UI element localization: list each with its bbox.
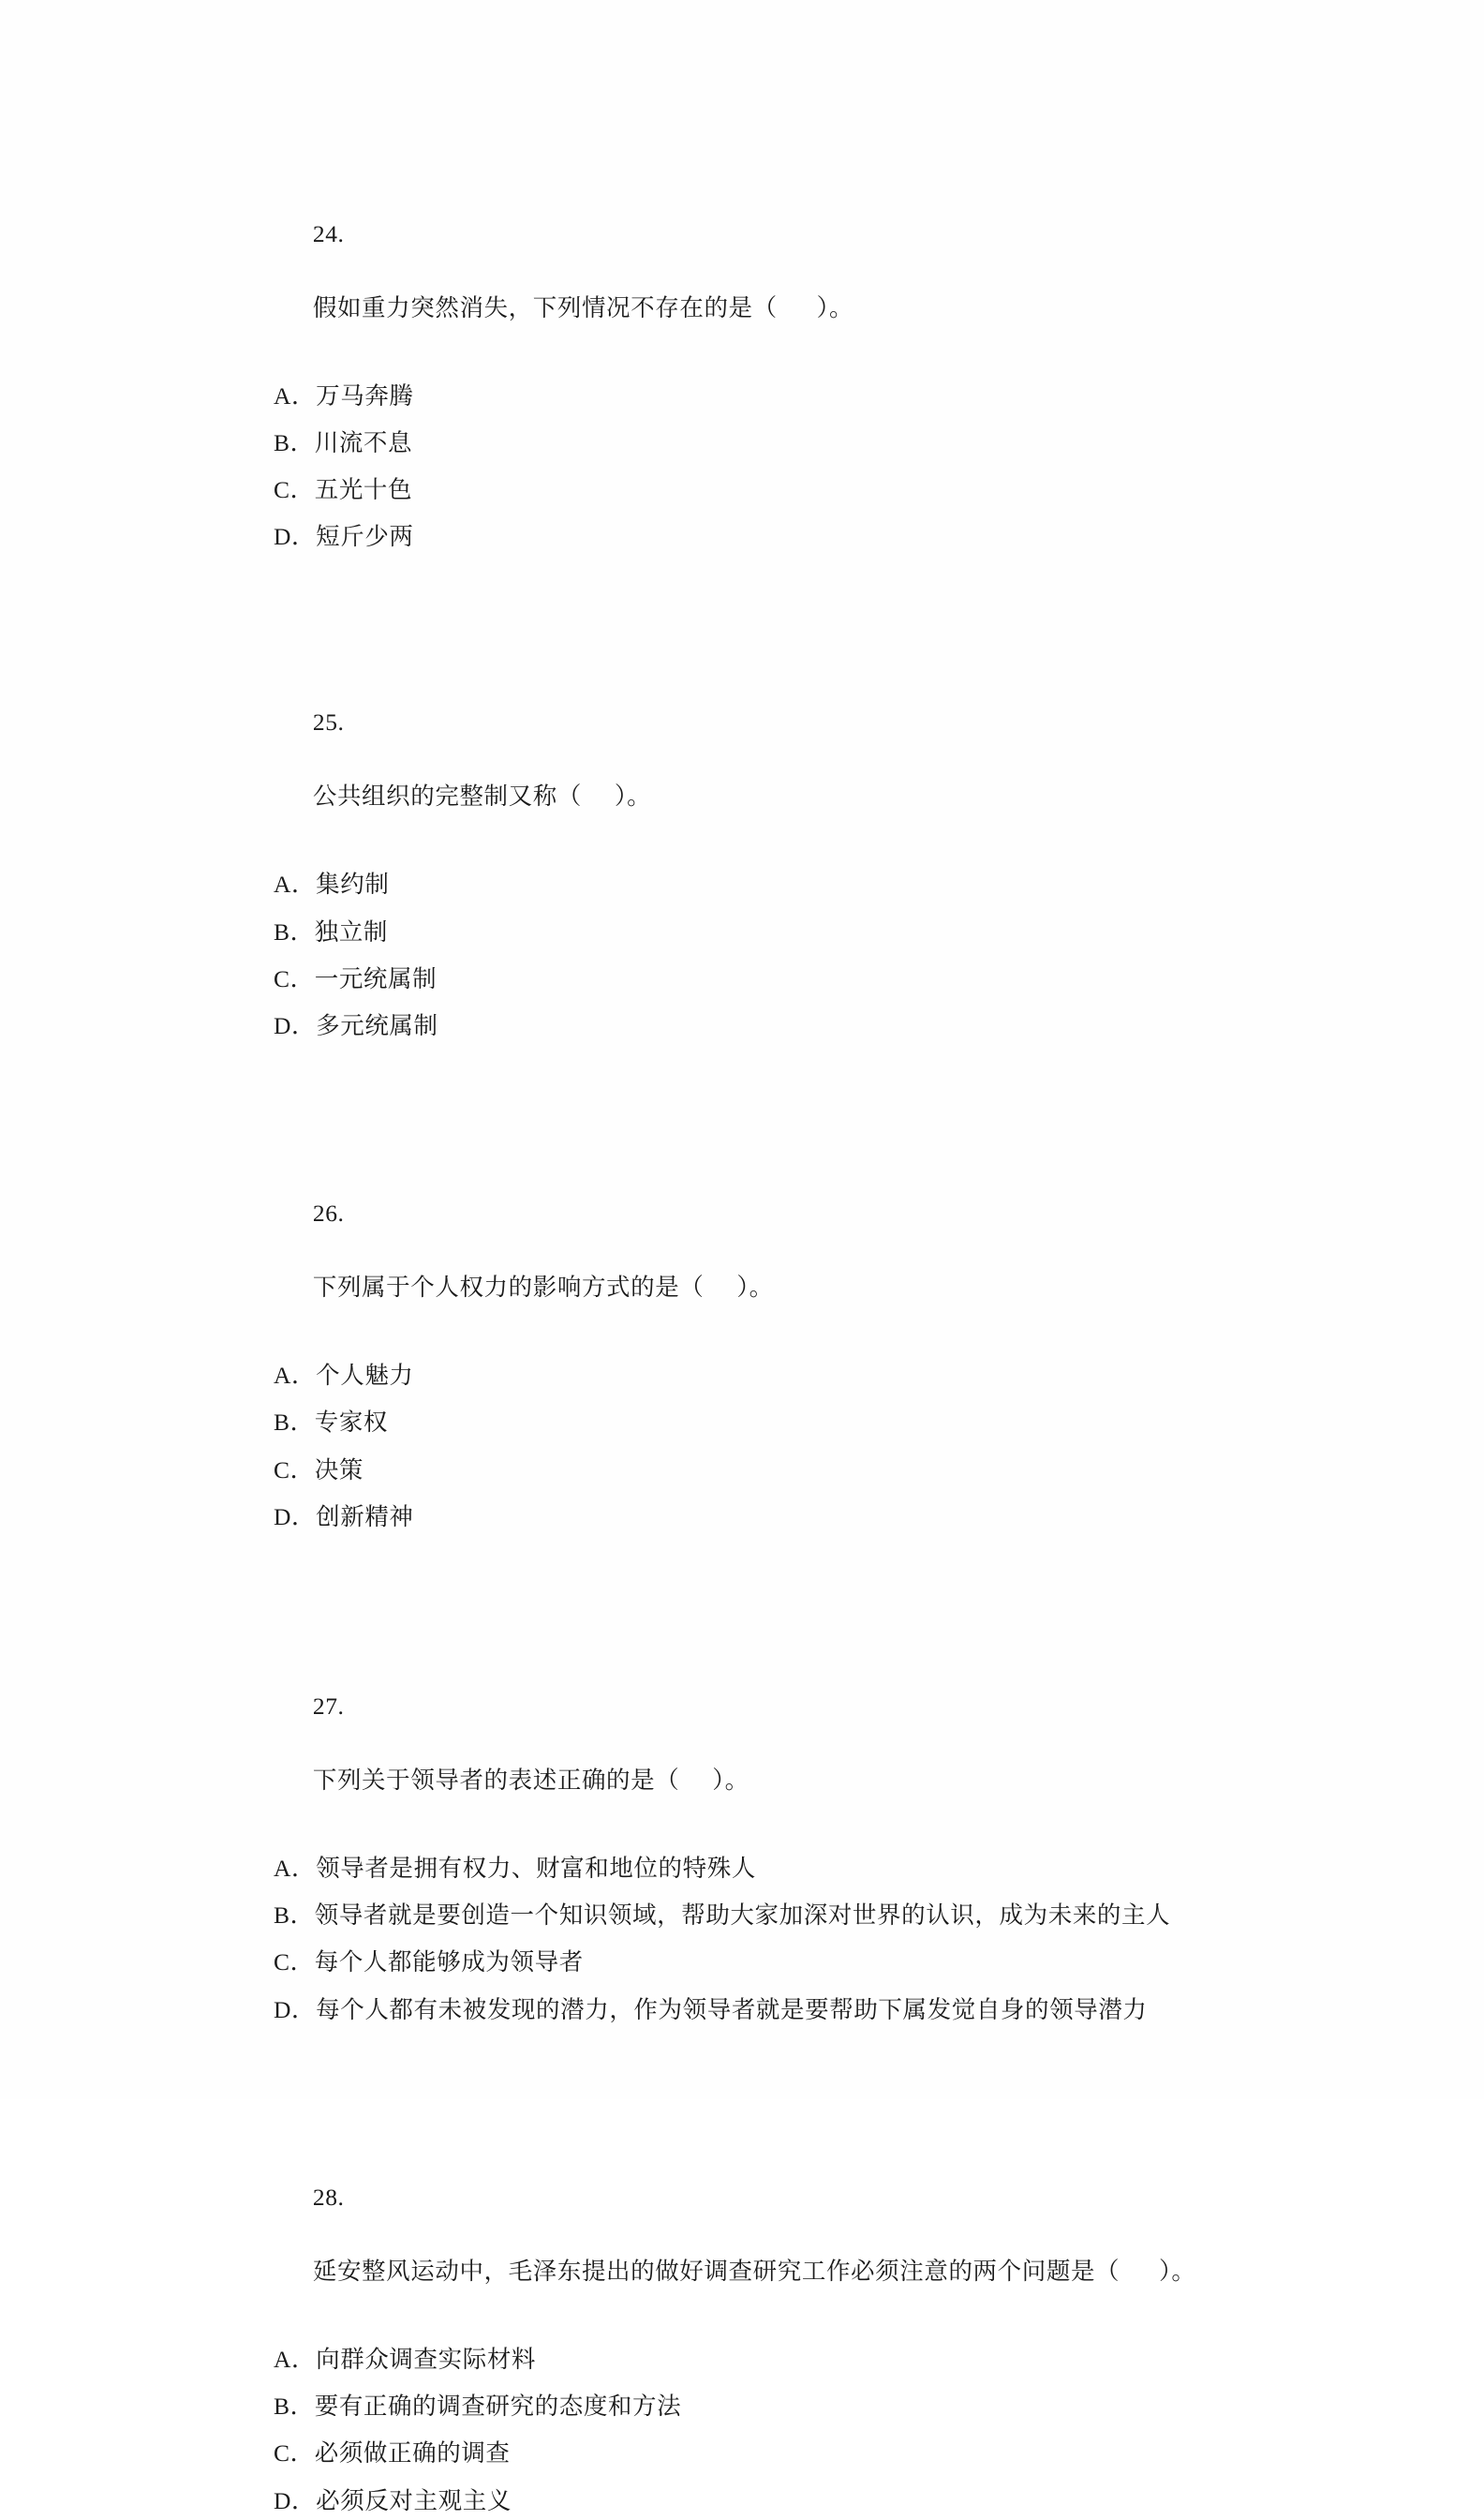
option-letter: D．	[274, 1503, 317, 1530]
option-letter: C．	[274, 1948, 315, 1976]
option-b	[274, 1403, 1287, 1441]
option-letter: B．	[274, 1901, 315, 1930]
option-c	[274, 1943, 1287, 1981]
question-number: 26.	[312, 1200, 345, 1228]
option-letter: A．	[274, 381, 317, 410]
option-text: 专家权	[314, 1409, 389, 1437]
question-text: 公共组织的完整制又称（ ）。	[312, 783, 652, 811]
question-stem	[274, 178, 1287, 364]
option-a	[274, 377, 1287, 415]
option-c	[274, 960, 1287, 998]
option-text: 领导者就是要创造一个知识领域，帮助大家加深对世界的认识，成为未来的主人	[314, 1901, 1171, 1930]
option-letter: C．	[274, 2439, 315, 2468]
option-d	[274, 1007, 1287, 1045]
option-text: 多元统属制	[316, 1012, 438, 1040]
question-number: 25.	[312, 708, 345, 737]
option-b	[274, 913, 1287, 951]
option-letter: A．	[274, 1854, 317, 1882]
option-letter: A．	[274, 1362, 317, 1390]
option-letter: D．	[274, 523, 317, 551]
option-b	[274, 2387, 1287, 2425]
option-d	[274, 517, 1287, 556]
option-text: 短斤少两	[316, 523, 414, 551]
question-block	[274, 1158, 1287, 1537]
question-text: 下列属于个人权力的影响方式的是（ ）。	[312, 1274, 774, 1302]
option-c	[274, 2434, 1287, 2472]
option-text: 向群众调查实际材料	[316, 2345, 537, 2373]
option-text: 川流不息	[314, 428, 413, 456]
option-b	[274, 1896, 1287, 1934]
question-number: 28.	[312, 2183, 345, 2211]
question-block	[274, 2141, 1287, 2520]
option-letter: A．	[274, 871, 317, 899]
option-letter: C．	[274, 1455, 315, 1484]
question-stem	[274, 2141, 1287, 2327]
option-letter: D．	[274, 1995, 317, 2023]
option-c	[274, 470, 1287, 509]
option-text: 独立制	[314, 917, 389, 946]
option-text: 五光十色	[314, 476, 413, 504]
option-text: 决策	[314, 1455, 364, 1484]
option-text: 每个人都能够成为领导者	[314, 1948, 584, 1976]
option-a	[274, 1849, 1287, 1887]
option-letter: B．	[274, 1409, 315, 1437]
option-c	[274, 1451, 1287, 1489]
option-d	[274, 1991, 1287, 2029]
option-d	[274, 1498, 1287, 1536]
question-number: 24.	[312, 219, 345, 247]
question-text: 假如重力突然消失，下列情况不存在的是（ ）。	[312, 293, 854, 321]
option-text: 每个人都有未被发现的潜力，作为领导者就是要帮助下属发觉自身的领导潜力	[316, 1995, 1148, 2023]
option-text: 必须做正确的调查	[314, 2439, 511, 2468]
option-text: 领导者是拥有权力、财富和地位的特殊人	[316, 1854, 756, 1882]
question-block	[274, 667, 1287, 1046]
option-text: 要有正确的调查研究的态度和方法	[314, 2392, 682, 2420]
option-text: 一元统属制	[314, 964, 438, 992]
option-letter: B．	[274, 2392, 315, 2420]
option-letter: A．	[274, 2345, 317, 2373]
question-text: 下列关于领导者的表述正确的是（ ）。	[312, 1766, 749, 1794]
option-text: 创新精神	[316, 1503, 414, 1530]
option-letter: D．	[274, 1012, 317, 1040]
question-block	[274, 1650, 1287, 2029]
option-letter: C．	[274, 964, 315, 992]
option-d	[274, 2482, 1287, 2520]
option-letter: C．	[274, 476, 315, 504]
question-stem	[274, 1650, 1287, 1836]
question-block	[274, 178, 1287, 557]
option-a	[274, 2340, 1287, 2378]
option-text: 个人魅力	[316, 1362, 414, 1390]
question-stem	[274, 1158, 1287, 1344]
question-stem	[274, 667, 1287, 853]
question-text: 延安整风运动中，毛泽东提出的做好调查研究工作必须注意的两个问题是（ ）。	[312, 2257, 1196, 2285]
option-text: 集约制	[316, 871, 390, 899]
option-letter: B．	[274, 428, 315, 456]
option-letter: B．	[274, 917, 315, 946]
option-letter: D．	[274, 2486, 317, 2514]
option-a	[274, 865, 1287, 903]
option-text: 必须反对主观主义	[316, 2486, 512, 2514]
option-text: 万马奔腾	[316, 381, 414, 410]
option-a	[274, 1356, 1287, 1394]
option-b	[274, 424, 1287, 462]
question-number: 27.	[312, 1692, 345, 1720]
